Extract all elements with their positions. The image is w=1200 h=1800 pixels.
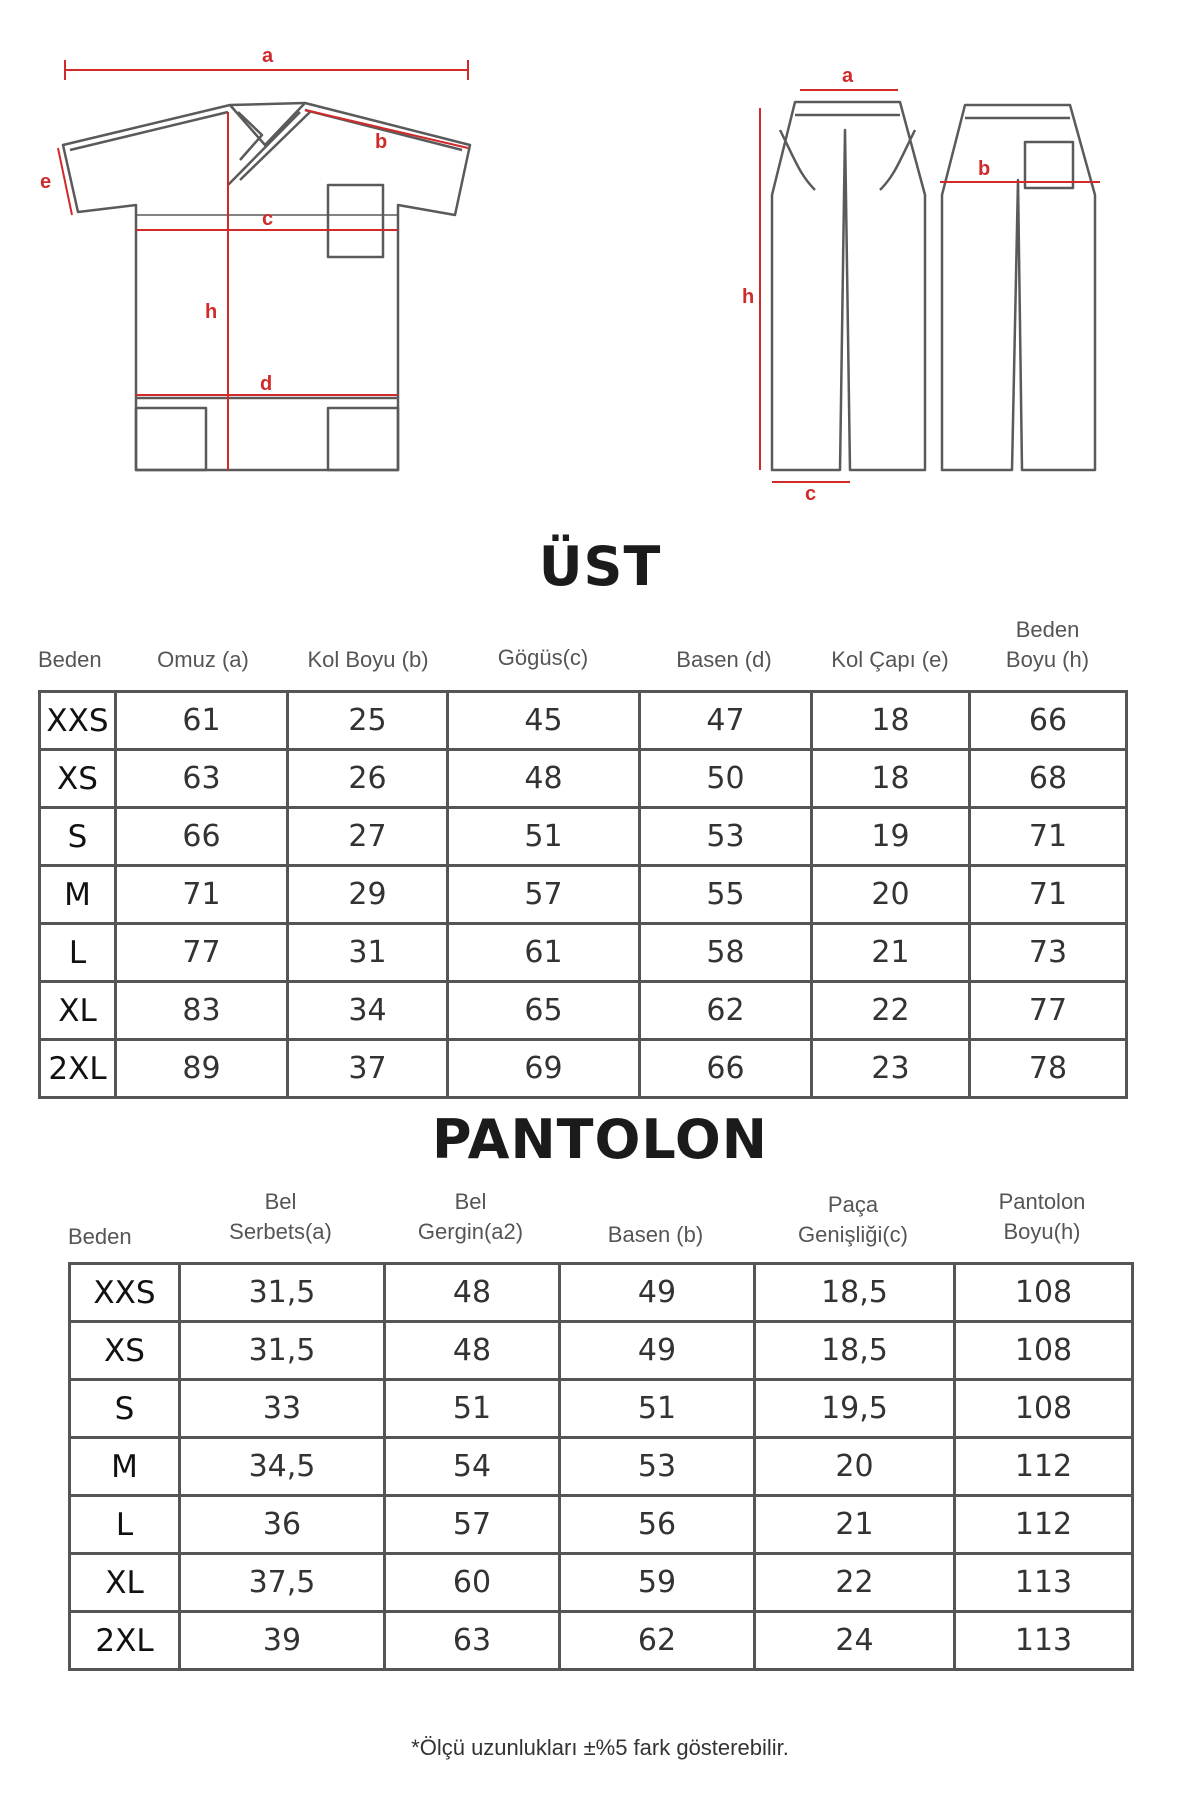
garment-diagrams bbox=[0, 0, 1200, 520]
measurement-cell: 56 bbox=[560, 1496, 755, 1554]
size-cell: M bbox=[40, 866, 116, 924]
pants-diagram bbox=[772, 102, 1095, 470]
measurement-cell: 113 bbox=[955, 1554, 1133, 1612]
size-cell: XL bbox=[40, 982, 116, 1040]
ust-size-table bbox=[38, 690, 1128, 1099]
table-row bbox=[40, 808, 1127, 866]
measurement-cell: 108 bbox=[955, 1380, 1133, 1438]
footnote: *Ölçü uzunlukları ±%5 fark gösterebilir. bbox=[411, 1735, 789, 1760]
measurement-cell: 69 bbox=[448, 1040, 640, 1098]
measurement-cell: 58 bbox=[640, 924, 812, 982]
pantolon-header-basen: Basen (b) bbox=[607, 1222, 704, 1247]
table-row bbox=[40, 982, 1127, 1040]
pantolon-header-paca: Paça Genişliği(c) bbox=[797, 1192, 909, 1247]
table-row bbox=[40, 1040, 1127, 1098]
size-cell: S bbox=[40, 808, 116, 866]
measurement-cell: 39 bbox=[180, 1612, 385, 1670]
pants-label-a: a bbox=[842, 65, 854, 87]
table-row bbox=[70, 1554, 1133, 1612]
size-cell: XS bbox=[40, 750, 116, 808]
size-cell: L bbox=[70, 1496, 180, 1554]
measurement-cell: 61 bbox=[448, 924, 640, 982]
measurement-cell: 108 bbox=[955, 1264, 1133, 1322]
measurement-cell: 25 bbox=[288, 692, 448, 750]
measurement-cell: 62 bbox=[640, 982, 812, 1040]
table-row bbox=[40, 692, 1127, 750]
measurement-cell: 57 bbox=[385, 1496, 560, 1554]
ust-header-kol-capi: Kol Çapı (e) bbox=[831, 647, 949, 672]
pantolon-header-bel-gergin: Bel Gergin(a2) bbox=[417, 1189, 524, 1244]
measurement-cell: 73 bbox=[970, 924, 1127, 982]
measurement-cell: 55 bbox=[640, 866, 812, 924]
measurement-cell: 18 bbox=[812, 750, 970, 808]
measurement-cell: 45 bbox=[448, 692, 640, 750]
measurement-cell: 33 bbox=[180, 1380, 385, 1438]
measurement-cell: 26 bbox=[288, 750, 448, 808]
measurement-cell: 37,5 bbox=[180, 1554, 385, 1612]
shirt-label-e: e bbox=[40, 171, 52, 193]
ust-header-basen: Basen (d) bbox=[676, 647, 772, 672]
measurement-cell: 71 bbox=[970, 866, 1127, 924]
size-cell: XS bbox=[70, 1322, 180, 1380]
size-cell: XXS bbox=[70, 1264, 180, 1322]
measurement-cell: 27 bbox=[288, 808, 448, 866]
measurement-cell: 37 bbox=[288, 1040, 448, 1098]
measurement-cell: 112 bbox=[955, 1496, 1133, 1554]
ust-header-kol-boyu: Kol Boyu (b) bbox=[307, 647, 429, 672]
measurement-cell: 62 bbox=[560, 1612, 755, 1670]
ust-header-omuz: Omuz (a) bbox=[157, 647, 249, 672]
measurement-cell: 57 bbox=[448, 866, 640, 924]
measurement-cell: 54 bbox=[385, 1438, 560, 1496]
shirt-label-c: c bbox=[262, 208, 274, 230]
measurement-cell: 31 bbox=[288, 924, 448, 982]
shirt-diagram bbox=[63, 103, 470, 470]
measurement-cell: 50 bbox=[640, 750, 812, 808]
measurement-cell: 19,5 bbox=[755, 1380, 955, 1438]
ust-title: ÜST bbox=[538, 535, 662, 598]
size-cell: 2XL bbox=[40, 1040, 116, 1098]
pantolon-size-table bbox=[68, 1262, 1134, 1671]
measurement-cell: 71 bbox=[970, 808, 1127, 866]
measurement-cell: 48 bbox=[385, 1322, 560, 1380]
measurement-cell: 78 bbox=[970, 1040, 1127, 1098]
size-cell: S bbox=[70, 1380, 180, 1438]
pantolon-header-beden: Beden bbox=[68, 1224, 132, 1249]
measurement-cell: 89 bbox=[116, 1040, 288, 1098]
measurement-cell: 51 bbox=[385, 1380, 560, 1438]
table-row bbox=[40, 750, 1127, 808]
measurement-cell: 63 bbox=[385, 1612, 560, 1670]
measurement-cell: 66 bbox=[970, 692, 1127, 750]
measurement-cell: 51 bbox=[448, 808, 640, 866]
measurement-cell: 21 bbox=[812, 924, 970, 982]
measurement-cell: 59 bbox=[560, 1554, 755, 1612]
ust-header-gogus: Gögüs(c) bbox=[497, 645, 589, 670]
measurement-cell: 112 bbox=[955, 1438, 1133, 1496]
table-row bbox=[70, 1612, 1133, 1670]
table-row bbox=[70, 1496, 1133, 1554]
measurement-cell: 20 bbox=[812, 866, 970, 924]
table-row bbox=[40, 924, 1127, 982]
measurement-cell: 29 bbox=[288, 866, 448, 924]
measurement-cell: 48 bbox=[448, 750, 640, 808]
measurement-cell: 18,5 bbox=[755, 1264, 955, 1322]
pantolon-header-pantolon-boyu: Pantolon Boyu(h) bbox=[998, 1189, 1086, 1244]
pantolon-header-bel-serbest: Bel Serbets(a) bbox=[229, 1189, 332, 1244]
measurement-cell: 31,5 bbox=[180, 1264, 385, 1322]
measurement-cell: 53 bbox=[560, 1438, 755, 1496]
measurement-cell: 48 bbox=[385, 1264, 560, 1322]
table-row bbox=[70, 1380, 1133, 1438]
ust-header-beden-boyu: Beden Boyu (h) bbox=[1005, 617, 1090, 672]
measurement-cell: 66 bbox=[640, 1040, 812, 1098]
pantolon-title: PANTOLON bbox=[432, 1108, 768, 1171]
measurement-cell: 113 bbox=[955, 1612, 1133, 1670]
measurement-cell: 20 bbox=[755, 1438, 955, 1496]
measurement-cell: 49 bbox=[560, 1264, 755, 1322]
size-cell: L bbox=[40, 924, 116, 982]
measurement-cell: 34 bbox=[288, 982, 448, 1040]
measurement-cell: 21 bbox=[755, 1496, 955, 1554]
size-cell: XL bbox=[70, 1554, 180, 1612]
measurement-cell: 24 bbox=[755, 1612, 955, 1670]
shirt-label-d: d bbox=[260, 373, 273, 395]
table-row bbox=[70, 1264, 1133, 1322]
measurement-cell: 68 bbox=[970, 750, 1127, 808]
measurement-cell: 23 bbox=[812, 1040, 970, 1098]
size-cell: XXS bbox=[40, 692, 116, 750]
size-cell: M bbox=[70, 1438, 180, 1496]
measurement-cell: 47 bbox=[640, 692, 812, 750]
table-row bbox=[40, 866, 1127, 924]
pants-label-h: h bbox=[742, 286, 755, 308]
measurement-cell: 77 bbox=[116, 924, 288, 982]
measurement-cell: 61 bbox=[116, 692, 288, 750]
measurement-cell: 22 bbox=[812, 982, 970, 1040]
measurement-cell: 51 bbox=[560, 1380, 755, 1438]
measurement-cell: 36 bbox=[180, 1496, 385, 1554]
shirt-label-h: h bbox=[205, 301, 218, 323]
measurement-cell: 18,5 bbox=[755, 1322, 955, 1380]
table-row bbox=[70, 1322, 1133, 1380]
measurement-cell: 65 bbox=[448, 982, 640, 1040]
measurement-cell: 60 bbox=[385, 1554, 560, 1612]
measurement-cell: 18 bbox=[812, 692, 970, 750]
pants-label-c: c bbox=[805, 483, 817, 505]
measurement-cell: 108 bbox=[955, 1322, 1133, 1380]
measurement-cell: 34,5 bbox=[180, 1438, 385, 1496]
size-cell: 2XL bbox=[70, 1612, 180, 1670]
measurement-cell: 49 bbox=[560, 1322, 755, 1380]
pants-label-b: b bbox=[978, 158, 991, 180]
measurement-cell: 83 bbox=[116, 982, 288, 1040]
measurement-cell: 63 bbox=[116, 750, 288, 808]
measurement-cell: 31,5 bbox=[180, 1322, 385, 1380]
measurement-cell: 77 bbox=[970, 982, 1127, 1040]
ust-header-beden: Beden bbox=[38, 647, 102, 672]
table-row bbox=[70, 1438, 1133, 1496]
measurement-cell: 53 bbox=[640, 808, 812, 866]
measurement-cell: 19 bbox=[812, 808, 970, 866]
measurement-cell: 71 bbox=[116, 866, 288, 924]
shirt-label-b: b bbox=[375, 131, 388, 153]
shirt-label-a: a bbox=[262, 45, 274, 67]
measurement-cell: 66 bbox=[116, 808, 288, 866]
measurement-cell: 22 bbox=[755, 1554, 955, 1612]
